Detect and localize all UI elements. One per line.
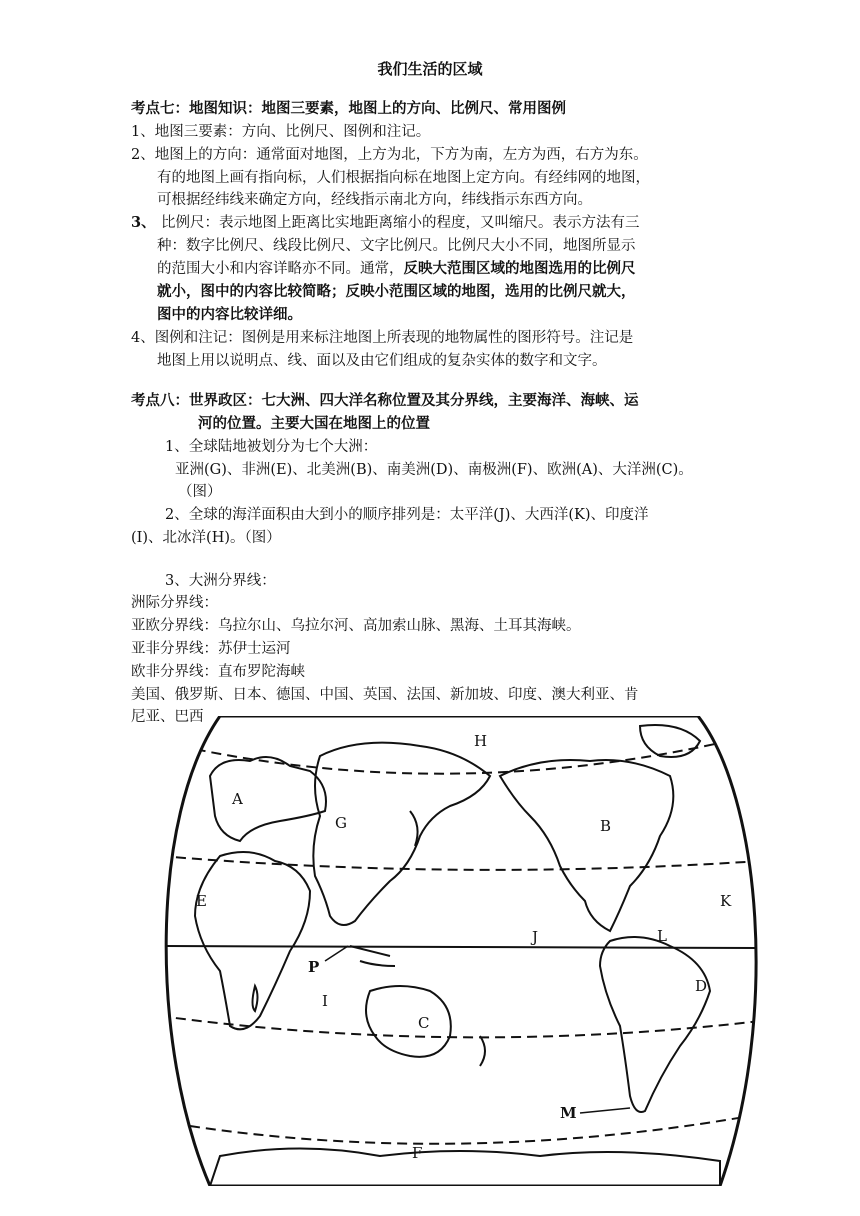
countries-line-1: 美国、俄罗斯、日本、德国、中国、英国、法国、新加坡、印度、澳大利亚、肯 (131, 687, 639, 703)
section-8-item-3: 3、大洲分界线： (165, 573, 276, 589)
europe-outline (210, 757, 326, 841)
map-label-g: G (335, 814, 347, 832)
section-7-item-3-line-2: 种：数字比例尺、线段比例尺、文字比例尺。比例尺大小不同，地图所显示 (157, 238, 636, 254)
section-7-item-2-line-1: 2、地图上的方向：通常面对地图，上方为北，下方为南，左方为西，右方为东。 (131, 147, 648, 163)
new-zealand-outline (480, 1036, 485, 1066)
section-8-figure-ref-1: （图） (178, 484, 222, 500)
map-label-p: P (308, 958, 320, 976)
map-label-d: D (695, 977, 708, 995)
boundary-europe-africa: 欧非分界线：直布罗陀海峡 (131, 664, 305, 680)
section-8-continent-list: 亚洲(G)、非洲(E)、北美洲(B)、南美洲(D)、南极洲(F)、欧洲(A)、大洋洲(C)。 (175, 462, 693, 478)
boundary-intercontinental: 洲际分界线： (131, 595, 218, 611)
map-label-c: C (418, 1014, 430, 1032)
section-7-item-2-line-2: 有的地图上画有指向标，人们根据指向标在地图上定方向。有经纬网的地图， (157, 170, 650, 186)
map-label-l: L (657, 927, 667, 945)
section-7-item-4-line-1: 4、图例和注记：图例是用来标注地图上所表现的地物属性的图形符号。注记是 (131, 330, 634, 346)
map-label-f: F (412, 1144, 423, 1162)
drake-pointer-arrow (580, 1108, 630, 1113)
section-8-item-2-line-2: (I)、北冰洋(H)。（图） (131, 530, 281, 546)
section-7-item-4-line-2: 地图上用以说明点、线、面以及由它们组成的复杂实体的数字和文字。 (157, 353, 607, 369)
antarctic-circle-line (190, 1116, 750, 1144)
map-label-a: A (232, 790, 243, 808)
section-7-item-1: 1、地图三要素：方向、比例尺、图例和注记。 (131, 124, 431, 140)
section-7-item-3-number: 3、 (131, 214, 156, 231)
page-title: 我们生活的区域 (377, 60, 483, 78)
japan-outline (410, 811, 418, 846)
australia-outline (366, 986, 451, 1057)
section-7-heading: 考点七：地图知识：地图三要素，地图上的方向、比例尺、常用图例 (131, 100, 566, 117)
greenland-outline (640, 725, 700, 757)
section-8-item-2-line-1: 2、全球的海洋面积由大到小的顺序排列是：太平洋(J)、大西洋(K)、印度洋 (165, 507, 649, 523)
map-label-i: I (322, 992, 328, 1010)
antarctica-outline (210, 1149, 720, 1187)
section-7-item-3-line-3 (157, 258, 636, 280)
countries-line-2: 尼亚、巴西 (131, 709, 204, 725)
section-7-item-3-line-5: 图中的内容比较详细。 (157, 306, 302, 323)
map-label-k: K (720, 892, 732, 910)
section-8-heading-line-1: 考点八：世界政区：七大洲、四大洋名称位置及其分界线，主要海洋、海峡、运 (131, 392, 639, 409)
map-label-j: J (532, 928, 539, 946)
strait-pointer-arrow (325, 946, 348, 961)
section-7-item-2-line-3: 可根据经纬线来确定方向，经线指示南北方向，纬线指示东西方向。 (157, 192, 592, 208)
southeast-asia-islands (350, 946, 395, 966)
section-8-heading-line-2: 河的位置。主要大国在地图上的位置 (198, 415, 430, 432)
section-7-item-3-line-4: 就小，图中的内容比较简略；反映小范围区域的地图，选用的比例尺就大， (157, 283, 636, 300)
section-7-item-3-line-3-bold: 反映大范围区域的地图选用的比例尺 (403, 260, 636, 277)
section-8-item-1: 1、全球陆地被划分为七个大洲： (165, 439, 378, 455)
south-america-outline (600, 937, 710, 1112)
map-label-h: H (474, 732, 488, 750)
map-outline (166, 716, 756, 1186)
section-7-item-3-line-1: 比例尺：表示地图上距离比实地距离缩小的程度，又叫缩尺。表示方法有三 (161, 215, 640, 231)
madagascar-outline (253, 986, 258, 1011)
tropic-of-cancer-line (160, 856, 760, 870)
section-7-item-3-line-3-plain: 的范围大小和内容详略亦不同。通常， (157, 261, 404, 277)
arctic-circle-line (180, 736, 750, 774)
boundary-asia-africa: 亚非分界线：苏伊士运河 (131, 641, 291, 657)
map-label-b: B (600, 817, 612, 835)
world-map-figure (160, 716, 760, 1186)
boundary-asia-europe: 亚欧分界线：乌拉尔山、乌拉尔河、高加索山脉、黑海、土耳其海峡。 (131, 618, 581, 634)
map-label-m: M (560, 1104, 577, 1122)
map-label-e: E (196, 892, 207, 910)
north-america-outline (500, 760, 673, 931)
